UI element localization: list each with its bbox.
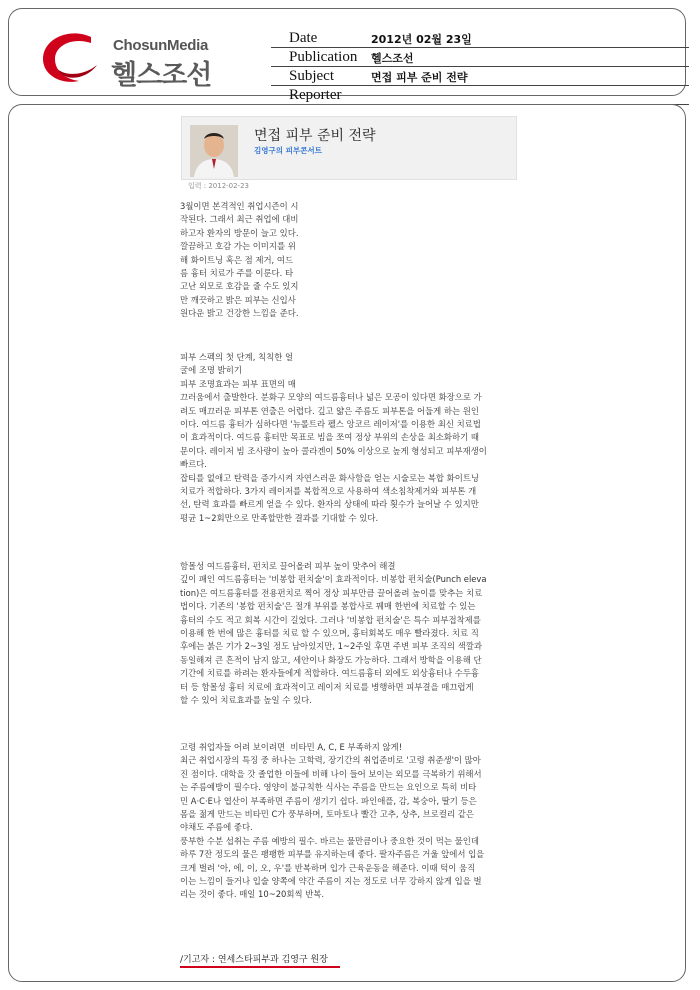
- meta-label: Reporter: [289, 87, 342, 103]
- text-line: 몸을 젊게 만드는 비타민 C가 풍부하며, 토마토나 빨간 고추, 상추, 브로컬리 같은: [180, 809, 474, 820]
- meta-row-publication: [271, 48, 689, 67]
- author-photo: [190, 125, 238, 177]
- meta-row-subject: [271, 67, 689, 86]
- text-line: 작된다. 그래서 최근 취업에 대비: [180, 214, 299, 225]
- text-line: 굴에 조명 밝히기: [180, 365, 242, 376]
- text-line: 풍부한 수분 섭취는 주름 예방의 필수. 바르는 물만큼이나 중요한 것이 먹는 물인데: [180, 835, 479, 846]
- meta-label: Subject: [289, 68, 334, 84]
- meta-value: 2012년 02월 23일: [371, 33, 472, 46]
- byline: /기고자 : 연세스타피부과 김영구 원장: [180, 955, 328, 965]
- text-line: 크게 벌려 '아, 에, 이, 오, 우'를 반복하며 입가 근육운동을 해준다. 이때 턱이 움직: [180, 862, 476, 873]
- article-header: [181, 116, 517, 180]
- brand-logo: [39, 29, 239, 89]
- text-line: 름 흉터 치료가 주를 이룬다. 타: [180, 268, 294, 279]
- text-line: 문이다. 레이저 빔 조사량이 높아 콜라겐이 50% 이상으로 높게 형성되고 피부재생이: [180, 445, 487, 456]
- text-line: 하고자 환자의 방문이 늘고 있다.: [180, 227, 299, 238]
- text-line: 이다. 여드름 흉터가 심하다면 '뉴롤트라 펠스 앙코르 레이저'를 이용한 최신 치료법: [180, 419, 481, 430]
- text-line: 이 효과적이다. 여드름 흉터만 목표로 빔을 쪼여 정상 부위의 손상을 최소화하기 때: [180, 432, 479, 443]
- text-line: 법이다. 기존의 '봉합 펀치술'은 절개 부위를 봉합사로 꿰매 한번에 치료할 수 있는: [180, 601, 476, 612]
- text-line: 터 등 함몰성 흉터 치료에 효과적이고 레이저 치료를 병행하면 피부결을 매끄럽게: [180, 681, 474, 692]
- text-line: 하루 7잔 정도의 물은 팽팽한 피부를 유지하는데 좋다. 팔자주름은 거울 앞에서 입을: [180, 849, 485, 860]
- text-line: 함몰성 여드름흉터, 펀치로 끌어올려 피부 높이 맞추어 해결: [180, 561, 396, 571]
- text-line: 동일해져 큰 흔적이 남지 않고, 세안이나 화장도 가능하다. 그래서 방학을 이용해 단: [180, 654, 482, 665]
- article-title: 면접 피부 준비 전략: [254, 128, 376, 144]
- text-line: 피부 조명효과는 피부 표면의 매: [180, 378, 296, 389]
- text-line: 잡티를 없애고 탄력을 증가시켜 자연스러운 화사함을 얻는 시술로는 복합 화이트닝: [180, 472, 480, 483]
- brand-name-ko: 헬스조선: [111, 60, 212, 91]
- header-panel: [8, 8, 686, 103]
- text-line: 깊이 패인 여드름흉터는 '비봉합 펀치술'이 효과적이다. 비봉합 펀치술(Punch eleva: [180, 574, 487, 585]
- text-line: 만 깨끗하고 밝은 피부는 신입사: [180, 294, 296, 305]
- text-line: 고령 취업자들 어려 보이려면 비타민 A, C, E 부족하지 않게!: [180, 742, 403, 752]
- text-line: 피부 스펙의 첫 단계, 칙칙한 얼: [180, 352, 294, 362]
- text-line: 빠르다.: [180, 459, 207, 470]
- text-line: 해 화이트닝 혹은 점 제거, 여드: [180, 254, 294, 265]
- text-line: 선, 탄력 효과를 빠르게 얻을 수 있다. 환자의 상태에 따라 횟수가 늘어날 수 있지만: [180, 499, 479, 510]
- byline-underline: [180, 966, 340, 968]
- paragraph-2: [180, 351, 487, 525]
- text-line: 이용해 한 번에 많은 흉터를 치료 할 수 있으며, 흉터회복도 매우 빨라졌다. 치료 직: [180, 628, 479, 639]
- text-line: 후에는 붉은 기가 2~3일 정도 남아있지만, 1~2주일 후면 주변 피부 조직의 색깔과: [180, 641, 482, 652]
- text-line: 기간에 치료를 하려는 환자들에게 적합하다. 여드름흉터 외에도 외상흉터나 수두흉: [180, 668, 480, 679]
- text-line: 야채도 주름에 좋다.: [180, 822, 253, 833]
- paragraph-3: [180, 560, 487, 707]
- text-line: 끄러움에서 출발한다. 분화구 모양의 여드름흉터나 넓은 모공이 있다면 화장으로 가: [180, 392, 482, 403]
- meta-value: 헬스조선: [371, 52, 414, 65]
- paragraph-1: [180, 200, 299, 321]
- text-line: 진 점이다. 대학을 갓 졸업한 이들에 비해 나이 들어 보이는 외모를 극복하기 위해서: [180, 768, 482, 779]
- author-portrait-icon: [190, 125, 238, 177]
- meta-row-reporter: [271, 86, 689, 105]
- text-line: 평균 1~2회만으로 만족할만한 결과를 기대할 수 있다.: [180, 512, 379, 523]
- text-line: 이는 느낌이 들거나 입술 양쪽에 약간 주름이 지는 정도로 너무 강하지 않게 입을 벌: [180, 876, 482, 887]
- text-line: 치료가 적합하다. 3가지 레이저를 복합적으로 사용하여 색소침착제거와 피부톤 개: [180, 486, 477, 497]
- text-line: 깔끔하고 호감 가는 이미지를 위: [180, 241, 296, 252]
- text-line: 할 수 있어 치료효과를 높일 수 있다.: [180, 695, 312, 706]
- text-line: 고난 외모로 호감을 줄 수도 있지: [180, 281, 299, 292]
- text-line: 원다운 밝고 건강한 느낌을 준다.: [180, 308, 299, 319]
- text-line: tion)은 여드름흉터를 전용펀치로 찍어 정상 피부만큼 끌어올려 높이를 맞추는 치료: [180, 587, 483, 598]
- text-line: 3월이면 본격적인 취업시즌이 시: [180, 201, 299, 211]
- meta-label: Date: [289, 30, 318, 46]
- column-name: 김영구의 피부콘서트: [254, 146, 322, 155]
- text-line: 민 A·C·E나 엽산이 부족하면 주름이 생기기 쉽다. 파인애플, 감, 복숭아, 딸기 등은: [180, 795, 477, 806]
- meta-row-date: [271, 29, 689, 48]
- meta-label: Publication: [289, 49, 358, 65]
- text-line: 최근 취업시장의 특징 중 하나는 고학력, 장기간의 취업준비로 '고령 취준생'이 많아: [180, 755, 481, 766]
- paragraph-4: [180, 741, 484, 902]
- meta-value: 면접 피부 준비 전략: [371, 71, 468, 84]
- text-line: 리는 것이 좋다. 매일 10~20회씩 반복.: [180, 889, 325, 900]
- article-date: 입력 : 2012-02-23: [188, 182, 250, 190]
- text-line: 흉터의 수도 적고 회복 시간이 길었다. 그러나 '비봉합 펀치술'은 특수 피부접착제를: [180, 614, 481, 625]
- brand-name-en: ChosunMedia: [113, 37, 209, 54]
- text-line: 는 주름예방이 필수다. 영양이 불규칙한 식사는 주름을 만드는 요인으로 특히 비타: [180, 782, 477, 793]
- meta-table: [271, 29, 689, 105]
- chosun-swoosh-icon: [39, 29, 103, 85]
- text-line: 려도 매끄러운 피부톤 연출은 어렵다. 깊고 얇은 주름도 피부톤을 어둡게 하는 원인: [180, 405, 479, 416]
